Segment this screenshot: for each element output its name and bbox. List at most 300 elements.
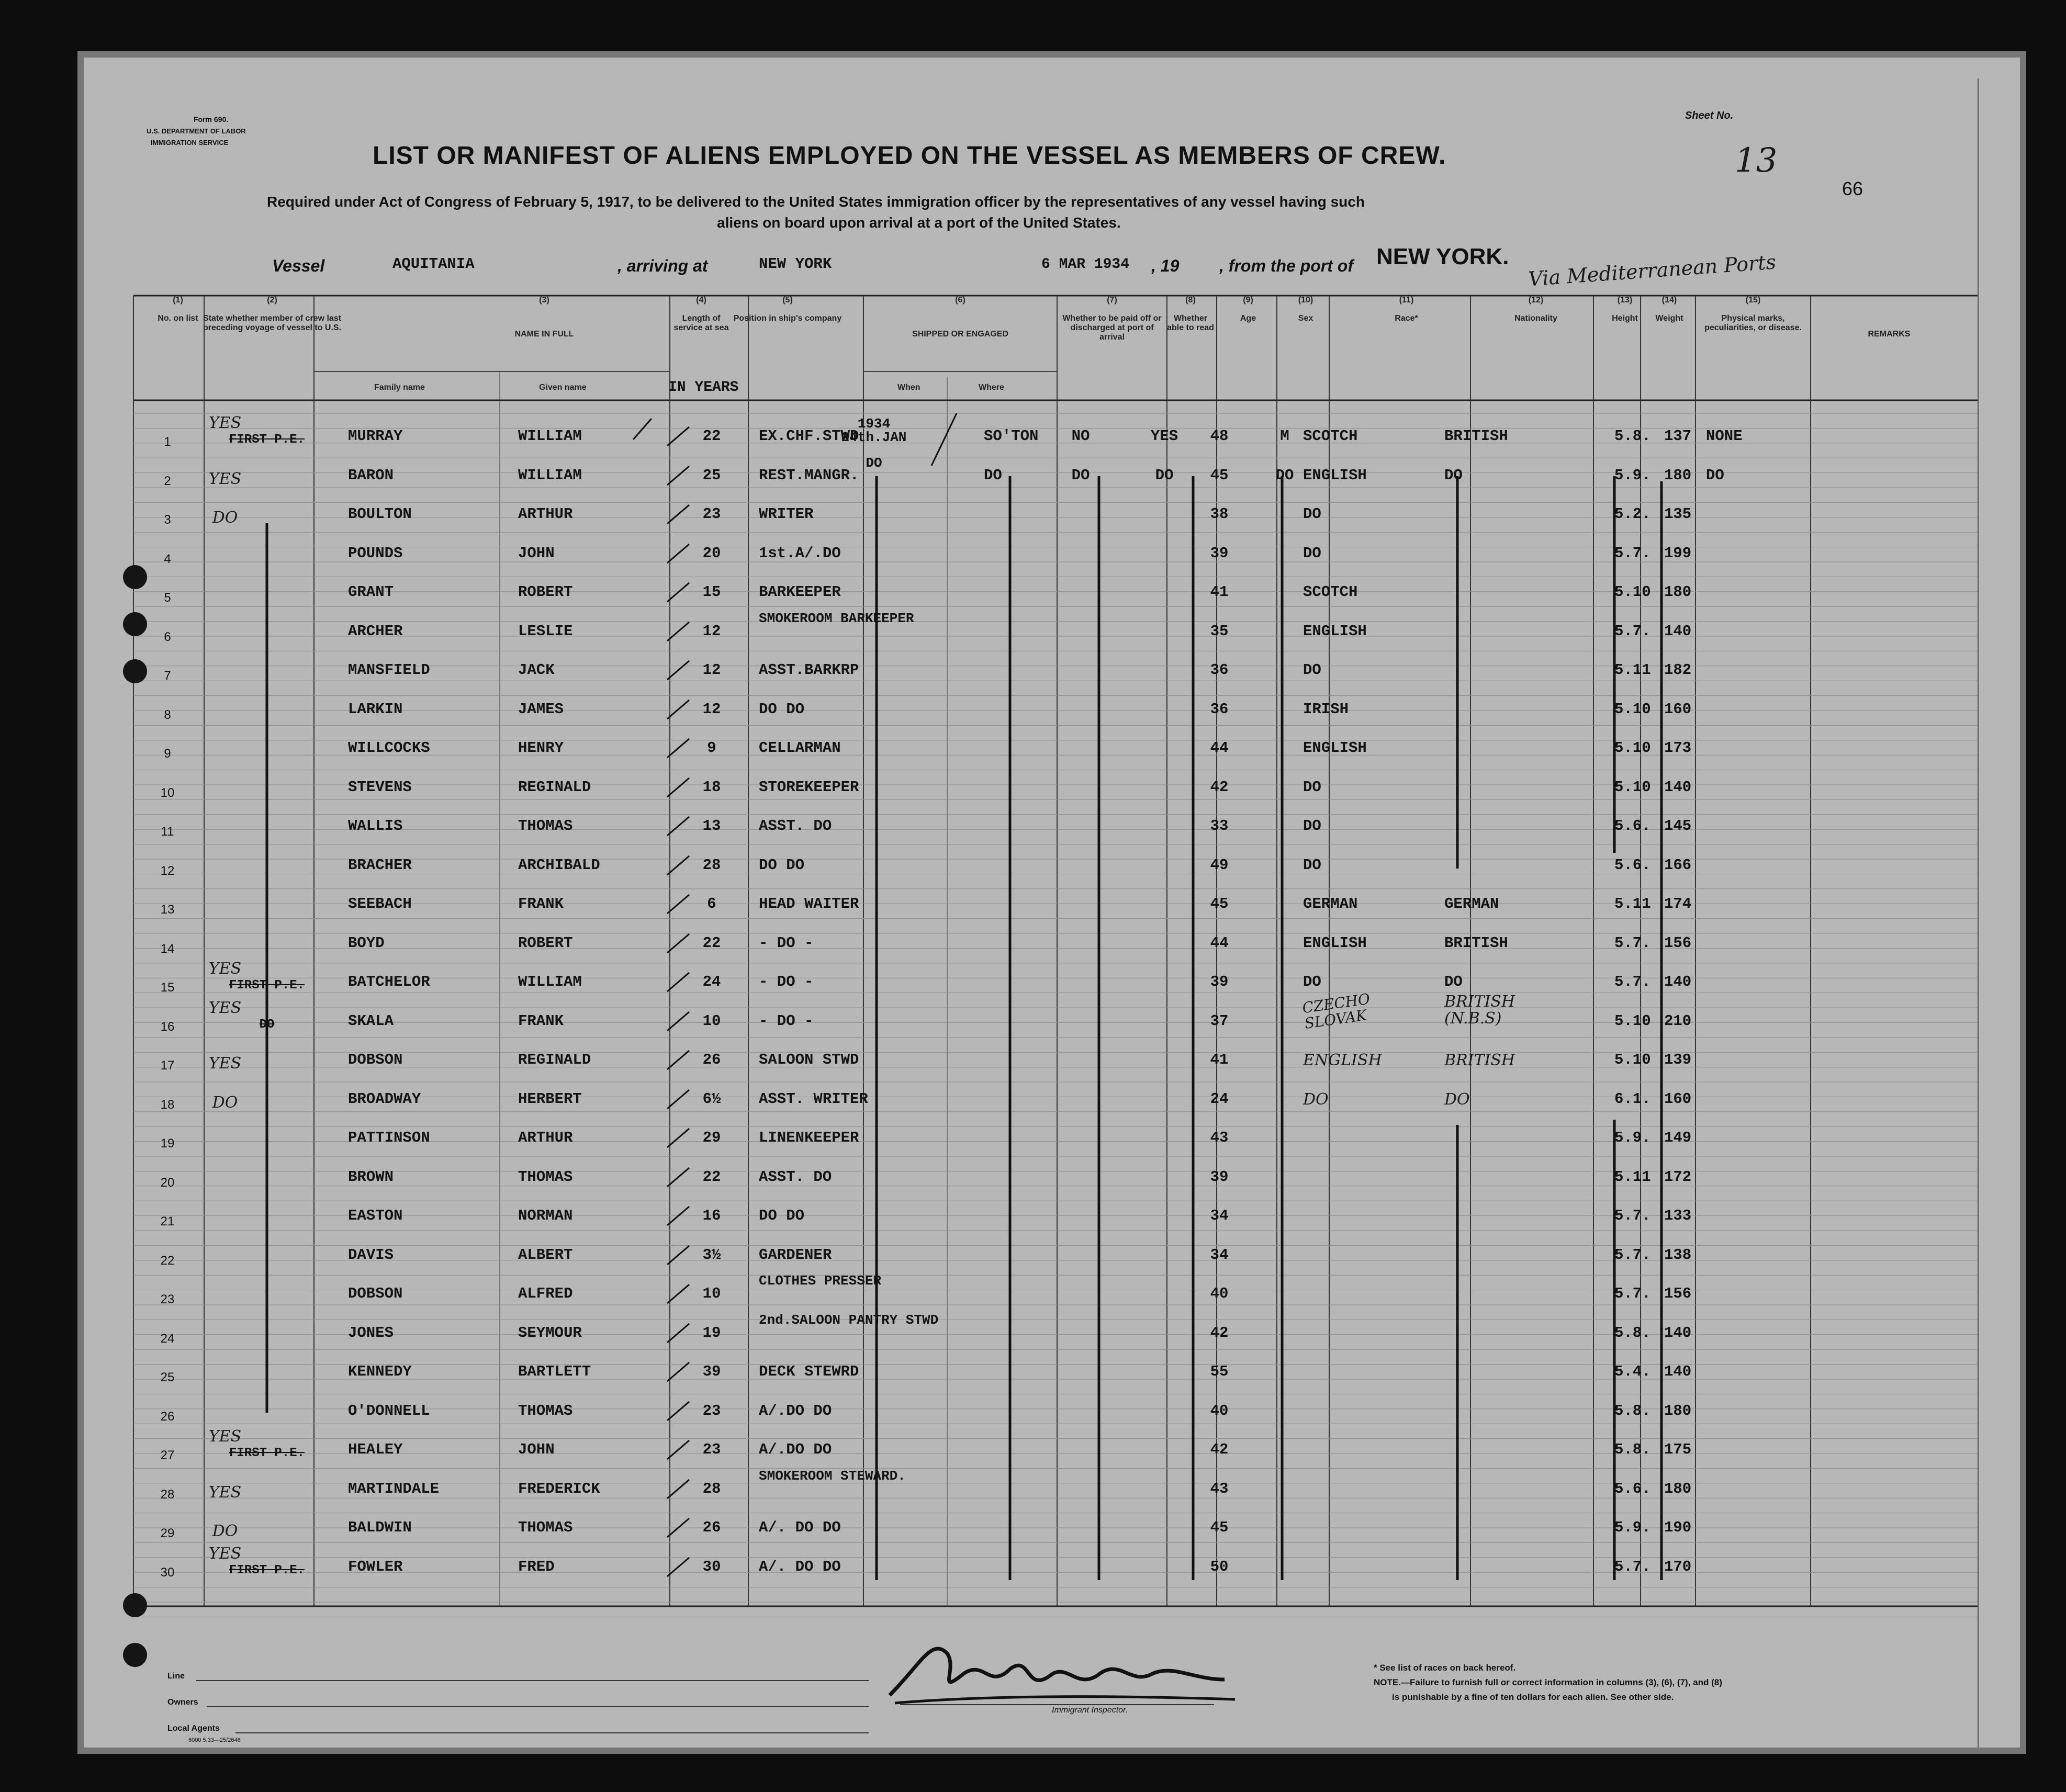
cell-family: KENNEDY: [348, 1363, 412, 1380]
cell-position: A/.DO DO: [759, 1402, 832, 1419]
service-label: IMMIGRATION SERVICE: [151, 139, 229, 146]
cell-prev: DO: [212, 509, 238, 527]
where-header: Where: [979, 383, 1004, 392]
cell-position: CLOTHES PRESSER: [759, 1273, 882, 1289]
cell-age: 33: [1210, 817, 1229, 835]
inspector-signature: [858, 1632, 1266, 1716]
cell-position: 1st.A/.DO: [759, 544, 841, 562]
cell-service: 9: [707, 739, 716, 757]
cell-no: 18: [160, 1097, 175, 1112]
cell-weight: 210: [1664, 1012, 1692, 1030]
cell-nationality: DO: [1444, 1090, 1470, 1109]
cell-service: 6: [707, 895, 716, 912]
column-label-12: Nationality: [1514, 314, 1557, 323]
cell-family: PATTINSON: [348, 1129, 430, 1146]
cell-height: 5.10: [1614, 1012, 1651, 1030]
cell-height: 5.6.: [1614, 1480, 1651, 1497]
cell-age: 42: [1210, 1441, 1229, 1458]
page-title: LIST OR MANIFEST OF ALIENS EMPLOYED ON THE VESSEL AS MEMBERS OF CREW.: [373, 142, 1446, 170]
cell-position: - DO -: [759, 1012, 814, 1030]
cell-age: 45: [1210, 895, 1229, 912]
cell-given: FRED: [518, 1558, 555, 1575]
cell-prev: DO: [212, 1093, 238, 1112]
cell-no: 10: [160, 785, 175, 800]
struck-entry: DO: [259, 1017, 275, 1032]
cell-service: 26: [702, 1519, 721, 1536]
cell-race: GERMAN: [1303, 895, 1358, 912]
cell-given: THOMAS: [518, 1168, 573, 1186]
cell-age: 42: [1210, 1324, 1229, 1342]
cell-age: 37: [1210, 1012, 1229, 1030]
cell-family: MURRAY: [348, 427, 403, 445]
cell-no: 8: [164, 707, 171, 722]
cell-given: ARTHUR: [518, 1129, 573, 1146]
cell-age: 41: [1210, 1051, 1229, 1068]
page-number: 66: [1842, 178, 1863, 199]
cell-position: ASST. DO: [759, 1168, 832, 1186]
column-number-5: (5): [782, 296, 793, 305]
column-number-11: (11): [1399, 296, 1414, 305]
cell-marks: DO: [1706, 466, 1724, 484]
cell-height: 5.7.: [1614, 973, 1651, 990]
column-number-3: (3): [539, 296, 549, 305]
cell-height: 6.1.: [1614, 1090, 1651, 1108]
cell-no: 9: [164, 747, 171, 761]
cell-prev: YES: [208, 1483, 242, 1502]
column-number-4: (4): [696, 296, 706, 305]
cell-read: YES: [1150, 427, 1178, 445]
cell-prev: YES: [208, 960, 242, 978]
cell-position: DO DO: [759, 700, 805, 718]
via-ports: Via Mediterranean Ports: [1528, 250, 1777, 291]
cell-race: IRISH: [1303, 700, 1349, 718]
cell-family: BROWN: [348, 1168, 394, 1186]
column-label-3: NAME IN FULL: [514, 330, 574, 339]
cell-service: 23: [702, 505, 721, 523]
cell-no: 26: [160, 1409, 175, 1424]
cell-given: FREDERICK: [518, 1480, 600, 1497]
cell-service: 26: [702, 1051, 721, 1068]
arriving-port: NEW YORK: [759, 255, 832, 273]
cell-prev: YES: [208, 1054, 242, 1073]
cell-given: WILLIAM: [518, 466, 582, 484]
cell-family: DAVIS: [348, 1246, 394, 1264]
cell-prev: YES: [208, 1544, 242, 1563]
cell-nationality: DO: [1444, 466, 1463, 484]
cell-family: LARKIN: [348, 700, 403, 718]
cell-given: REGINALD: [518, 1051, 591, 1068]
cell-race: DO: [1303, 505, 1321, 523]
cell-weight: 182: [1664, 661, 1692, 679]
cell-weight: 170: [1664, 1558, 1692, 1575]
column-number-8: (8): [1185, 296, 1196, 305]
cell-given: FRANK: [518, 895, 564, 912]
cell-age: 45: [1210, 1519, 1229, 1536]
column-label-15: Physical marks, peculiarities, or disease.: [1704, 314, 1802, 332]
cell-family: DOBSON: [348, 1051, 403, 1068]
cell-family: JONES: [348, 1324, 394, 1342]
cell-position: ASST.BARKRP: [759, 661, 859, 679]
cell-service: 18: [702, 778, 721, 796]
cell-height: 5.6.: [1614, 817, 1651, 835]
cell-age: 36: [1210, 700, 1229, 718]
cell-position: BARKEEPER: [759, 583, 841, 601]
cell-no: 28: [160, 1487, 175, 1502]
cell-given: THOMAS: [518, 1402, 573, 1419]
years-header: IN YEARS: [668, 379, 739, 396]
cell-position: DECK STEWRD: [759, 1363, 859, 1380]
cell-age: 40: [1210, 1402, 1229, 1419]
column-number-6: (6): [955, 296, 965, 305]
from-port: NEW YORK.: [1376, 244, 1509, 269]
cell-weight: 180: [1664, 1402, 1692, 1419]
cell-height: 5.9.: [1614, 466, 1651, 484]
cell-family: MANSFIELD: [348, 661, 430, 679]
cell-given: JACK: [518, 661, 555, 679]
cell-weight: 149: [1664, 1129, 1692, 1146]
cell-weight: 199: [1664, 544, 1692, 562]
cell-height: 5.11: [1614, 661, 1651, 679]
cell-no: 11: [161, 825, 174, 839]
cell-weight: 180: [1664, 583, 1692, 601]
cell-family: GRANT: [348, 583, 394, 601]
cell-race: ENGLISH: [1303, 622, 1367, 640]
cell-age: 43: [1210, 1480, 1229, 1497]
cell-service: 23: [702, 1441, 721, 1458]
year-label: , 19: [1151, 256, 1180, 275]
cell-weight: 175: [1664, 1441, 1692, 1458]
cell-height: 5.11: [1614, 895, 1651, 912]
column-number-7: (7): [1107, 296, 1117, 305]
requirement-line-2: aliens on board upon arrival at a port of the United States.: [717, 215, 1121, 231]
cell-height: 5.10: [1614, 778, 1651, 796]
cell-read: DO: [1155, 466, 1174, 484]
cell-family: MARTINDALE: [348, 1480, 440, 1497]
cell-weight: 156: [1664, 934, 1692, 952]
cell-age: 44: [1210, 739, 1229, 757]
cell-service: 23: [702, 1402, 721, 1419]
cell-age: 50: [1210, 1558, 1229, 1575]
cell-height: 5.7.: [1614, 1207, 1651, 1224]
cell-height: 5.10: [1614, 583, 1651, 601]
manifest-sheet: [84, 58, 2020, 1748]
cell-age: 55: [1210, 1363, 1229, 1380]
family-name-header: Family name: [374, 383, 425, 392]
column-label-5: Position in ship's company: [733, 314, 842, 323]
cell-family: WALLIS: [348, 817, 403, 835]
cell-no: 21: [160, 1214, 175, 1229]
cell-age: 39: [1210, 973, 1229, 990]
cell-service: 20: [702, 544, 721, 562]
cell-race: SCOTCH: [1303, 427, 1358, 445]
cell-weight: 180: [1664, 1480, 1692, 1497]
cell-no: 4: [164, 551, 171, 566]
arrival-date: 6 MAR 1934: [1041, 256, 1130, 273]
cell-prev: YES: [208, 998, 242, 1017]
cell-nationality: BRITISH (N.B.S): [1444, 992, 1515, 1028]
footer-lines: [84, 58, 2020, 1748]
cell-height: 5.10: [1614, 739, 1651, 757]
cell-race: DO: [1303, 856, 1321, 874]
cell-race: SCOTCH: [1303, 583, 1358, 601]
cell-nationality: DO: [1444, 973, 1463, 990]
cell-service: 22: [702, 427, 721, 445]
cell-service: 12: [702, 661, 721, 679]
cell-race: ENGLISH: [1303, 466, 1367, 484]
column-label-4: Length of service at sea: [673, 314, 729, 332]
cell-weight: 138: [1664, 1246, 1692, 1264]
cell-service: 25: [702, 466, 721, 484]
column-number-12: (12): [1528, 296, 1544, 305]
column-number-10: (10): [1298, 296, 1313, 305]
cell-height: 5.7.: [1614, 544, 1651, 562]
note-races: * See list of races on back hereof.: [1374, 1663, 1516, 1673]
cell-family: O'DONNELL: [348, 1402, 430, 1419]
cell-weight: 180: [1664, 466, 1692, 484]
footer-owners-label: Owners: [167, 1698, 198, 1707]
cell-given: NORMAN: [518, 1207, 573, 1224]
cell-position: - DO -: [759, 934, 814, 952]
cell-position: DO DO: [759, 1207, 805, 1224]
cell-family: STEVENS: [348, 778, 412, 796]
cell-race: ENGLISH: [1303, 934, 1367, 952]
column-number-2: (2): [267, 296, 277, 305]
cell-nationality: BRITISH: [1444, 1051, 1515, 1069]
cell-height: 5.10: [1614, 1051, 1651, 1068]
cell-paid: DO: [1071, 466, 1090, 484]
cell-family: DOBSON: [348, 1285, 403, 1302]
cell-weight: 166: [1664, 856, 1692, 874]
column-label-1: No. on list: [158, 314, 198, 323]
cell-given: ALBERT: [518, 1246, 573, 1264]
cell-given: LESLIE: [518, 622, 573, 640]
cell-height: 5.8.: [1614, 1324, 1651, 1342]
cell-prev: YES: [208, 414, 242, 432]
cell-height: 5.7.: [1614, 1285, 1651, 1302]
cell-service: 12: [702, 700, 721, 718]
form-number: Form 690.: [194, 115, 229, 123]
cell-given: JAMES: [518, 700, 564, 718]
cell-service: 13: [702, 817, 721, 835]
cell-service: 12: [702, 622, 721, 640]
cell-sex: M: [1280, 427, 1289, 445]
cell-no: 13: [160, 903, 175, 917]
cell-position: 2nd.SALOON PANTRY STWD: [759, 1312, 939, 1328]
cell-position: REST.MANGR.: [759, 466, 859, 484]
cell-no: 1: [164, 435, 171, 449]
cell-age: 42: [1210, 778, 1229, 796]
cell-given: FRANK: [518, 1012, 564, 1030]
cell-height: 5.9.: [1614, 1129, 1651, 1146]
requirement-line-1: Required under Act of Congress of February 5, 1917, to be delivered to the United States immigration officer by the representatives of any vessel having such: [267, 194, 1365, 210]
cell-given: JOHN: [518, 544, 555, 562]
cell-family: SEEBACH: [348, 895, 412, 912]
cell-nationality: BRITISH: [1444, 427, 1508, 445]
cell-height: 5.4.: [1614, 1363, 1651, 1380]
cell-prev: YES: [208, 469, 242, 488]
cell-prev: DO: [212, 1522, 238, 1540]
cell-given: HENRY: [518, 739, 564, 757]
cell-position: SMOKEROOM STEWARD.: [759, 1468, 906, 1484]
department-label: U.S. DEPARTMENT OF LABOR: [147, 127, 246, 135]
cell-no: 14: [160, 941, 175, 956]
cell-position: A/.DO DO: [759, 1441, 832, 1458]
struck-entry: FIRST P.E.: [229, 978, 305, 993]
cell-age: 49: [1210, 856, 1229, 874]
cell-no: 25: [160, 1370, 175, 1384]
cell-service: 10: [702, 1012, 721, 1030]
cell-position: DO DO: [759, 856, 805, 874]
cell-height: 5.7.: [1614, 622, 1651, 640]
cell-no: 20: [160, 1175, 175, 1190]
cell-given: SEYMOUR: [518, 1324, 582, 1342]
cell-family: FOWLER: [348, 1558, 403, 1575]
cell-height: 5.7.: [1614, 934, 1651, 952]
column-label-14: Weight: [1655, 314, 1683, 323]
cell-height: 5.8.: [1614, 1402, 1651, 1419]
cell-weight: 140: [1664, 622, 1692, 640]
cell-weight: 174: [1664, 895, 1692, 912]
column-number-15: (15): [1745, 296, 1761, 305]
arriving-label: , arriving at: [617, 256, 708, 275]
cell-no: 30: [160, 1565, 175, 1580]
cell-given: THOMAS: [518, 1519, 573, 1536]
cell-race: CZECHO SLOVAK: [1301, 989, 1371, 1032]
cell-height: 5.6.: [1614, 856, 1651, 874]
given-name-header: Given name: [539, 383, 587, 392]
cell-where: DO: [984, 466, 1002, 484]
cell-given: REGINALD: [518, 778, 591, 796]
cell-family: BATCHELOR: [348, 973, 430, 990]
cell-where: SO'TON: [984, 427, 1039, 445]
cell-position: A/. DO DO: [759, 1558, 841, 1575]
cell-no: 2: [164, 474, 171, 488]
column-label-6: SHIPPED OR ENGAGED: [912, 330, 1009, 339]
cell-height: 5.9.: [1614, 1519, 1651, 1536]
cell-no: 29: [160, 1526, 175, 1540]
cell-service: 15: [702, 583, 721, 601]
cell-weight: 139: [1664, 1051, 1692, 1068]
cell-height: 5.2.: [1614, 505, 1651, 523]
cell-weight: 156: [1664, 1285, 1692, 1302]
cell-given: WILLIAM: [518, 427, 582, 445]
cell-no: 15: [160, 980, 175, 995]
note-line-1: NOTE.—Failure to furnish full or correct information in columns (3), (6), (7), and (8): [1374, 1677, 1722, 1687]
cell-given: BARTLETT: [518, 1363, 591, 1380]
cell-position: ASST. DO: [759, 817, 832, 835]
cell-family: BOULTON: [348, 505, 412, 523]
cell-race: ENGLISH: [1303, 739, 1367, 757]
cell-weight: 190: [1664, 1519, 1692, 1536]
cell-height: 5.8.: [1614, 1441, 1651, 1458]
sheet-no-label: Sheet No.: [1685, 110, 1734, 121]
cell-weight: 140: [1664, 973, 1692, 990]
cell-weight: 160: [1664, 1090, 1692, 1108]
cell-weight: 133: [1664, 1207, 1692, 1224]
cell-no: 19: [160, 1136, 175, 1151]
cell-given: ROBERT: [518, 934, 573, 952]
cell-family: HEALEY: [348, 1441, 403, 1458]
column-label-13: Height: [1612, 314, 1638, 323]
cell-position: EX.CHF.STWD: [759, 427, 859, 445]
cell-family: BARON: [348, 466, 394, 484]
cell-service: 28: [702, 856, 721, 874]
column-number-13: (13): [1617, 296, 1633, 305]
cell-family: SKALA: [348, 1012, 394, 1030]
cell-age: 34: [1210, 1246, 1229, 1264]
cell-height: 5.7.: [1614, 1246, 1651, 1264]
cell-height: 5.7.: [1614, 1558, 1651, 1575]
cell-given: JOHN: [518, 1441, 555, 1458]
cell-position: A/. DO DO: [759, 1519, 841, 1536]
cell-no: 7: [164, 669, 171, 683]
cell-race: DO: [1303, 817, 1321, 835]
cell-age: 39: [1210, 1168, 1229, 1186]
cell-nationality: GERMAN: [1444, 895, 1499, 912]
column-label-2: State whether member of crew last preceding voyage of vessel to U.S.: [203, 314, 342, 332]
cell-height: 5.11: [1614, 1168, 1651, 1186]
cell-age: 34: [1210, 1207, 1229, 1224]
cell-given: THOMAS: [518, 817, 573, 835]
cell-paid: NO: [1071, 427, 1090, 445]
cell-race: DO: [1303, 544, 1321, 562]
cell-position: SMOKEROOM BARKEEPER: [759, 610, 914, 626]
cell-no: 24: [160, 1331, 175, 1346]
cell-weight: 173: [1664, 739, 1692, 757]
cell-weight: 137: [1664, 427, 1692, 445]
cell-no: 23: [160, 1292, 175, 1306]
cell-height: 5.10: [1614, 700, 1651, 718]
cell-service: 19: [702, 1324, 721, 1342]
cell-race: DO: [1303, 661, 1321, 679]
cell-family: BOYD: [348, 934, 385, 952]
column-label-9: Age: [1240, 314, 1256, 323]
inspector-label: Immigrant Inspector.: [1052, 1706, 1128, 1715]
cell-race: ENGLISH: [1303, 1051, 1382, 1069]
column-number-1: (1): [173, 296, 183, 305]
footer-line-label: Line: [167, 1672, 185, 1681]
cell-family: POUNDS: [348, 544, 403, 562]
from-label: , from the port of: [1219, 256, 1353, 275]
cell-given: ARTHUR: [518, 505, 573, 523]
cell-no: 27: [160, 1448, 175, 1462]
cell-position: CELLARMAN: [759, 739, 841, 757]
cell-age: 36: [1210, 661, 1229, 679]
cell-prev: YES: [208, 1427, 242, 1446]
struck-entry: FIRST P.E.: [229, 1446, 305, 1460]
cell-age: 39: [1210, 544, 1229, 562]
cell-age: 45: [1210, 466, 1229, 484]
cell-service: 29: [702, 1129, 721, 1146]
cell-service: 28: [702, 1480, 721, 1497]
cell-weight: 135: [1664, 505, 1692, 523]
cell-age: 44: [1210, 934, 1229, 952]
cell-service: 6½: [702, 1090, 721, 1108]
cell-weight: 140: [1664, 1363, 1692, 1380]
cell-age: 40: [1210, 1285, 1229, 1302]
cell-family: BALDWIN: [348, 1519, 412, 1536]
cell-position: HEAD WAITER: [759, 895, 859, 912]
cell-family: BROADWAY: [348, 1090, 421, 1108]
cell-nationality: BRITISH: [1444, 934, 1508, 952]
cell-service: 24: [702, 973, 721, 990]
column-number-9: (9): [1243, 296, 1253, 305]
cell-position: ASST. WRITER: [759, 1090, 868, 1108]
column-number-14: (14): [1661, 296, 1677, 305]
column-label-16: REMARKS: [1868, 330, 1911, 339]
cell-when: DO: [866, 455, 882, 471]
vessel-label: Vessel: [272, 256, 325, 275]
